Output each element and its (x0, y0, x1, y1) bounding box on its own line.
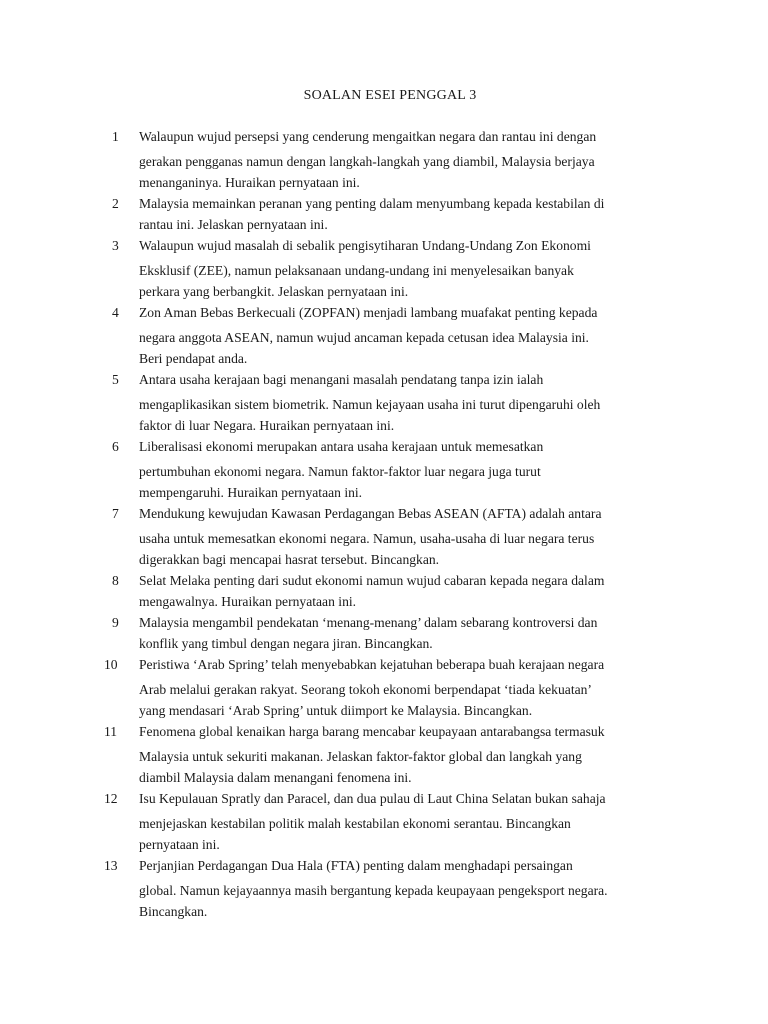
question-number: 1 (112, 129, 119, 144)
question-number: 4 (112, 305, 119, 320)
question-item (0, 501, 768, 568)
question-text-line: pernyataan ini. (139, 837, 220, 852)
question-text-line: Isu Kepulauan Spratly dan Paracel, dan dua pulau di Laut China Selatan bukan sahaja (139, 791, 606, 806)
question-text-line: mengawalnya. Huraikan pernyataan ini. (139, 594, 357, 609)
question-item (0, 300, 768, 367)
question-text-line: Bincangkan. (139, 904, 208, 919)
question-text-line: Malaysia memainkan peranan yang penting dalam menyumbang kepada kestabilan di (139, 196, 605, 211)
question-item (0, 233, 768, 300)
question-text-line: Beri pendapat anda. (139, 351, 248, 366)
question-text-line: Peristiwa ‘Arab Spring’ telah menyebabkan kejatuhan beberapa buah kerajaan negara (139, 657, 605, 672)
question-item (0, 610, 768, 652)
question-text-line: global. Namun kejayaannya masih bergantung kepada keupayaan pengeksport negara. (139, 883, 608, 898)
question-text-line: Walaupun wujud masalah di sebalik pengisytiharan Undang-Undang Zon Ekonomi (139, 238, 591, 253)
question-number: 10 (104, 657, 118, 672)
question-item (0, 367, 768, 434)
question-number: 12 (104, 791, 118, 806)
question-text-line: Eksklusif (ZEE), namun pelaksanaan undang-undang ini menyelesaikan banyak (139, 263, 574, 278)
question-item (0, 124, 768, 191)
question-text (139, 300, 679, 367)
question-text-line: digerakkan bagi mencapai hasrat tersebut. Bincangkan. (139, 552, 440, 567)
question-text-line: mempengaruhi. Huraikan pernyataan ini. (139, 485, 363, 500)
question-text-line: faktor di luar Negara. Huraikan pernyataan ini. (139, 418, 395, 433)
question-number: 11 (104, 724, 118, 739)
question-text-line: Antara usaha kerajaan bagi menangani masalah pendatang tanpa izin ialah (139, 372, 544, 387)
question-text-line: Zon Aman Bebas Berkecuali (ZOPFAN) menjadi lambang muafakat penting kepada (139, 305, 598, 320)
question-number: 13 (104, 858, 118, 873)
question-text (139, 124, 679, 191)
question-number: 9 (112, 615, 119, 630)
question-text-line: Malaysia mengambil pendekatan ‘menang-menang’ dalam sebarang kontroversi dan (139, 615, 598, 630)
question-text-line: Selat Melaka penting dari sudut ekonomi namun wujud cabaran kepada negara dalam (139, 573, 605, 588)
question-text (139, 434, 679, 501)
question-item (0, 568, 768, 610)
question-text-line: mengaplikasikan sistem biometrik. Namun kejayaan usaha ini turut dipengaruhi oleh (139, 397, 601, 412)
question-item (0, 719, 768, 786)
question-text-line: konflik yang timbul dengan negara jiran. Bincangkan. (139, 636, 433, 651)
question-text (139, 610, 679, 652)
page-title: SOALAN ESEI PENGGAL 3 (303, 88, 477, 103)
question-text (139, 367, 679, 434)
question-text-line: rantau ini. Jelaskan pernyataan ini. (139, 217, 328, 232)
question-item (0, 652, 768, 719)
question-text-line: Fenomena global kenaikan harga barang mencabar keupayaan antarabangsa termasuk (139, 724, 605, 739)
question-text-line: negara anggota ASEAN, namun wujud ancaman kepada cetusan idea Malaysia ini. (139, 330, 589, 345)
question-text (139, 853, 679, 920)
question-text-line: menanganinya. Huraikan pernyataan ini. (139, 175, 360, 190)
question-number: 5 (112, 372, 119, 387)
question-number: 8 (112, 573, 119, 588)
question-text-line: Perjanjian Perdagangan Dua Hala (FTA) penting dalam menghadapi persaingan (139, 858, 573, 873)
question-text-line: usaha untuk memesatkan ekonomi negara. Namun, usaha-usaha di luar negara terus (139, 531, 595, 546)
question-item (0, 786, 768, 853)
question-text-line: menjejaskan kestabilan politik malah kestabilan ekonomi serantau. Bincangkan (139, 816, 571, 831)
question-number: 7 (112, 506, 119, 521)
question-number: 3 (112, 238, 119, 253)
question-text-line: Walaupun wujud persepsi yang cenderung mengaitkan negara dan rantau ini dengan (139, 129, 597, 144)
question-number: 2 (112, 196, 119, 211)
question-text-line: Arab melalui gerakan rakyat. Seorang tokoh ekonomi berpendapat ‘tiada kekuatan’ (139, 682, 592, 697)
question-text (139, 191, 679, 233)
question-text-line: perkara yang berbangkit. Jelaskan pernyataan ini. (139, 284, 409, 299)
question-text (139, 501, 679, 568)
question-number: 6 (112, 439, 119, 454)
question-text (139, 568, 679, 610)
question-text (139, 719, 679, 786)
question-text-line: gerakan pengganas namun dengan langkah-langkah yang diambil, Malaysia berjaya (139, 154, 595, 169)
question-text (139, 652, 679, 719)
question-text-line: Mendukung kewujudan Kawasan Perdagangan Bebas ASEAN (AFTA) adalah antara (139, 506, 602, 521)
question-item (0, 434, 768, 501)
question-text-line: Liberalisasi ekonomi merupakan antara usaha kerajaan untuk memesatkan (139, 439, 544, 454)
question-text (139, 233, 679, 300)
question-item (0, 191, 768, 233)
question-list (0, 124, 768, 920)
question-text-line: diambil Malaysia dalam menangani fenomena ini. (139, 770, 412, 785)
question-item (0, 853, 768, 920)
question-text (139, 786, 679, 853)
question-text-line: pertumbuhan ekonomi negara. Namun faktor-faktor luar negara juga turut (139, 464, 541, 479)
question-text-line: yang mendasari ‘Arab Spring’ untuk diimport ke Malaysia. Bincangkan. (139, 703, 533, 718)
question-text-line: Malaysia untuk sekuriti makanan. Jelaskan faktor-faktor global dan langkah yang (139, 749, 582, 764)
